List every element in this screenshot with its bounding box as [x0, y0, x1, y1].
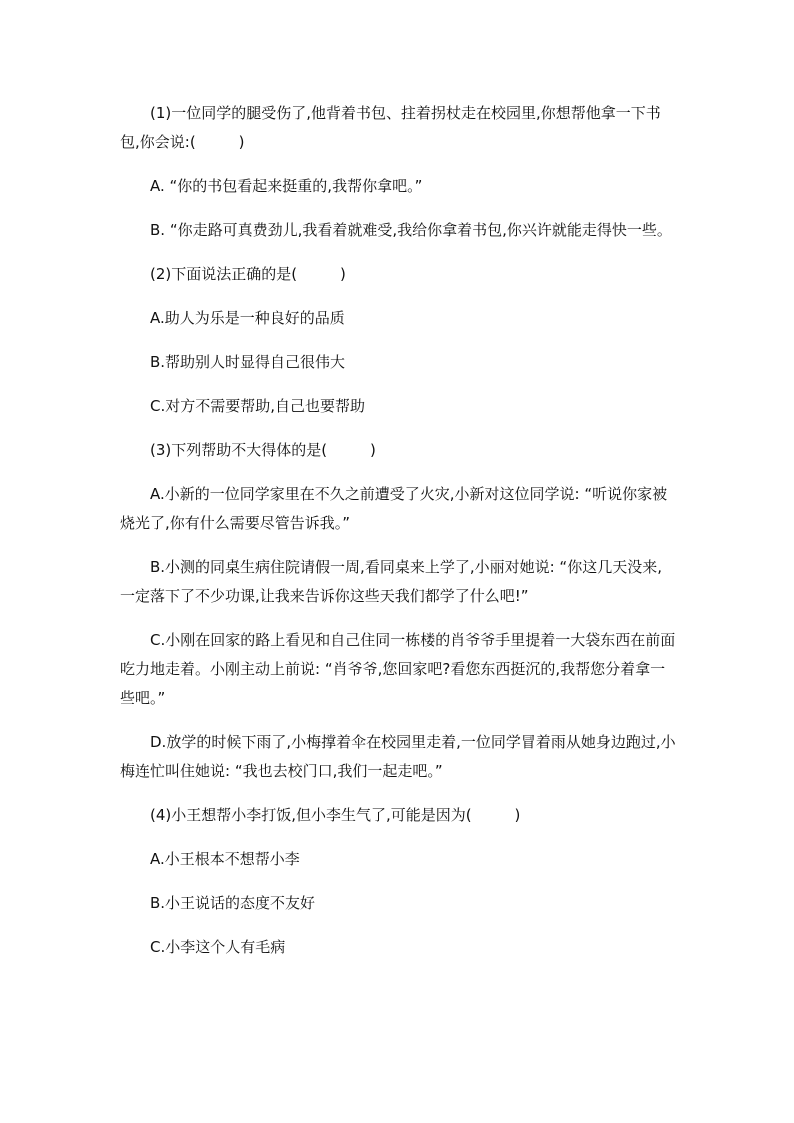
question-3-option-a: A.小新的一位同学家里在不久之前遭受了火灾,小新对这位同学说: “听说你家被烧光了,你有什么需要尽管告诉我。” [120, 485, 668, 532]
question-3-option-c: C.小刚在回家的路上看见和自己住同一栋楼的肖爷爷手里提着一大袋东西在前面吃力地走着。小刚主动上前说: “肖爷爷,您回家吧?看您东西挺沉的,我帮您分着拿一些吧。” [120, 631, 676, 707]
question-2-option-b: B.帮助别人时显得自己很伟大 [150, 353, 346, 371]
question-4-option-c: C.小李这个人有毛病 [150, 938, 286, 956]
document-page [120, 99, 676, 962]
question-2-stem: (2)下面说法正确的是( ) [150, 265, 346, 283]
question-2-option-c: C.对方不需要帮助,自己也要帮助 [150, 397, 366, 415]
question-4-stem: (4)小王想帮小李打饭,但小李生气了,可能是因为( ) [150, 806, 521, 824]
question-1-option-a: A. “你的书包看起来挺重的,我帮你拿吧。” [150, 177, 423, 195]
question-2-option-a: A.助人为乐是一种良好的品质 [150, 309, 345, 327]
question-3-option-b: B.小测的同桌生病住院请假一周,看同桌来上学了,小丽对她说: “你这几天没来,一定落下了不少功课,让我来告诉你这些天我们都学了什么吧!” [120, 558, 662, 605]
question-4-option-b: B.小王说话的态度不友好 [150, 894, 316, 912]
question-1-option-b: B. “你走路可真费劲儿,我看着就难受,我给你拿着书包,你兴许就能走得快一些。 [150, 221, 672, 239]
question-4-option-a: A.小王根本不想帮小李 [150, 850, 300, 868]
question-3-stem: (3)下列帮助不大得体的是( ) [150, 441, 376, 459]
question-1-stem: (1)一位同学的腿受伤了,他背着书包、拄着拐杖走在校园里,你想帮他拿一下书包,你会说:( ) [120, 104, 661, 151]
question-3-option-d: D.放学的时候下雨了,小梅撑着伞在校园里走着,一位同学冒着雨从她身边跑过,小梅连忙叫住她说: “我也去校门口,我们一起走吧。” [120, 733, 676, 780]
